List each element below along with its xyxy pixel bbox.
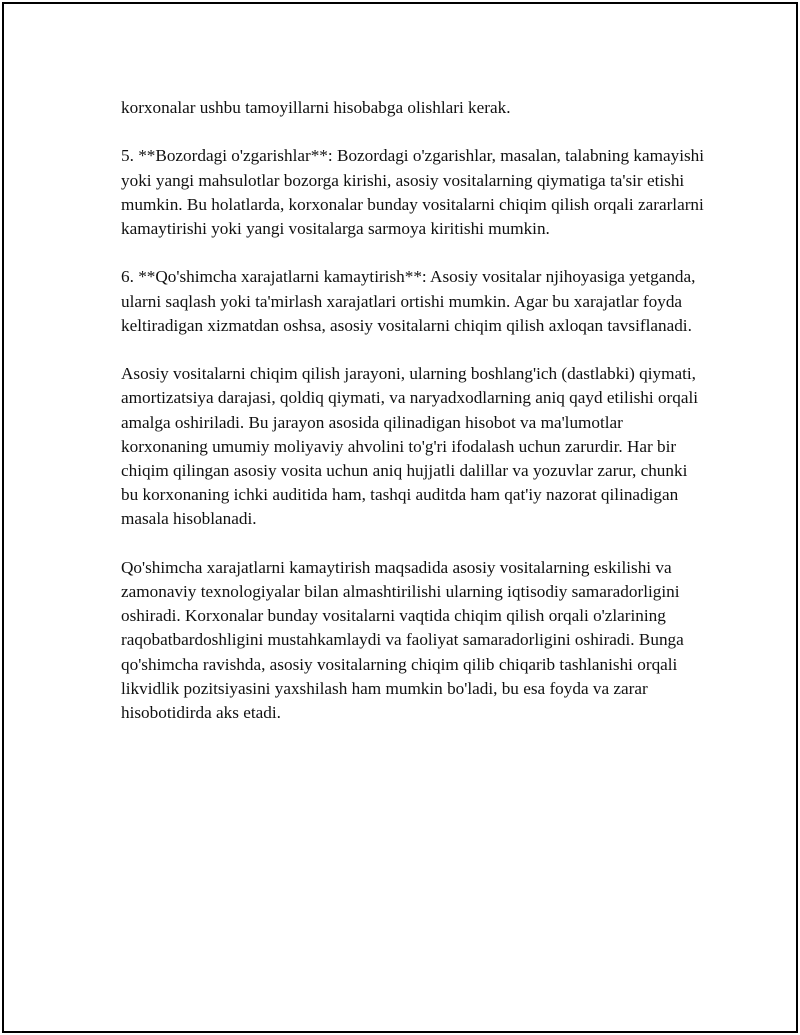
paragraph-disposal-process: Asosiy vositalarni chiqim qilish jarayoni, ularning boshlang'ich (dastlabki) qiymati, amortizatsiya darajasi, qoldiq qiymati, va naryadxodlarning aniq qayd etilishi orqali amalga oshiriladi. Bu jarayon asosida qilinadigan hisobot va ma'lumotlar korxonaning umumiy moliyaviy ahvolini to'g'ri ifodalash uchun zarurdir. Har bir chiqim qilingan asosiy vosita uchun aniq hujjatli dalillar va yozuvlar zarur, chunki bu korxonaning ichki auditida ham, tashqi auditda ham qat'iy nazorat qilinadigan masala hisoblanadi. (121, 364, 699, 529)
document-page (2, 2, 798, 1033)
document-body (121, 96, 706, 749)
paragraph-efficiency: Qo'shimcha xarajatlarni kamaytirish maqsadida asosiy vositalarning eskilishi va zamonaviy texnologiyalar bilan almashtirilishi ularning iqtisodiy samaradorligini oshiradi. Korxonalar bunday vositalarni vaqtida chiqim qilish orqali o'zlarining raqobatbardoshligini mustahkamlaydi va faoliyat samaradorligini oshiradi. Bunga qo'shimcha ravishda, asosiy vositalarning chiqim qilib chiqarib tashlanishi orqali likvidlik pozitsiyasini yaxshilash ham mumkin bo'ladi, bu esa foyda va zarar hisobotidirda aks etadi. (121, 557, 684, 723)
paragraph-cost-reduction: 6. **Qo'shimcha xarajatlarni kamaytirish**: Asosiy vositalar njihoyasiga yetganda, ularni saqlash yoki ta'mirlash xarajatlari ortishi mumkin. Agar bu xarajatlar foyda keltiradigan xizmatdan oshsa, asosiy vositalarni chiqim qilish axloqan tavsiflanadi. (121, 267, 696, 335)
paragraph-continuation: korxonalar ushbu tamoyillarni hisobabga olishlari kerak. (121, 98, 511, 117)
paragraph-market-changes: 5. **Bozordagi o'zgarishlar**: Bozordagi o'zgarishlar, masalan, talabning kamayishi yoki yangi mahsulotlar bozorga kirishi, asosiy vositalarning qiymatiga ta'sir etishi mumkin. Bu holatlarda, korxonalar bunday vositalarni chiqim qilish orqali zararlarni kamaytirishi yoki yangi vositalarga sarmoya kiritishi mumkin. (121, 146, 705, 238)
